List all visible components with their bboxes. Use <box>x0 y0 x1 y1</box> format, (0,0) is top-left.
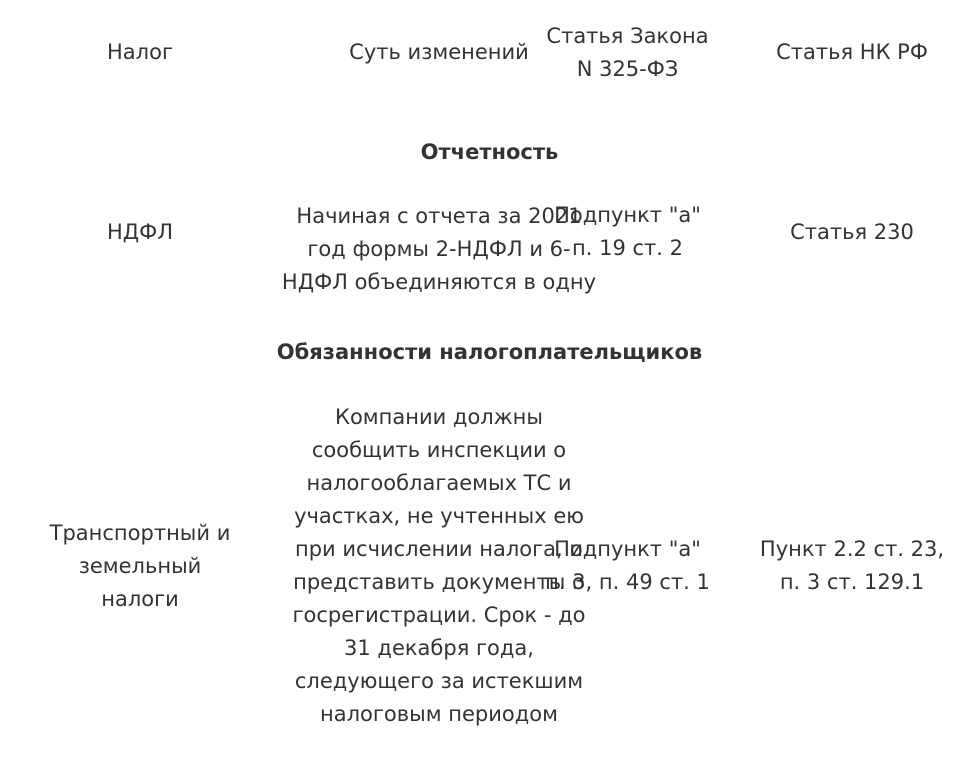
cell-tax: НДФЛ <box>106 219 174 244</box>
cell-tax-code-article: Статья 230 <box>790 219 914 244</box>
section-title-obligations: Обязанности налогоплательщиков <box>276 339 703 364</box>
cell-tax: Транспортный и земельный налоги <box>49 520 231 611</box>
table-header-row <box>0 0 979 117</box>
section-row <box>0 117 979 191</box>
section-row <box>0 319 979 385</box>
cell-law-article: Подпункт "а" п. 3, п. 49 ст. 1 <box>545 537 710 594</box>
table-row <box>0 191 979 319</box>
header-tax-code-article: Статья НК РФ <box>776 40 928 64</box>
cell-change: Начиная с отчета за 2021 год формы 2-НДФЛ и 6-НДФЛ объединяются в одну <box>281 203 597 294</box>
cell-law-article: Подпункт "а" п. 19 ст. 2 <box>554 203 701 260</box>
section-title-reporting: Отчетность <box>420 139 559 164</box>
cell-change: Компании должны сообщить инспекции о налогооблагаемых ТС и участках, не учтенных ею при исчислении налога, и представить документы о госрегистрации. Срок - до 31 декабря года, следующего за истекшим налоговым периодом <box>292 405 586 726</box>
cell-tax-code-article: Пункт 2.2 ст. 23, п. 3 ст. 129.1 <box>759 537 945 594</box>
table-row <box>0 385 979 747</box>
header-law-article: Статья Закона N 325-ФЗ <box>546 23 709 81</box>
header-change-essence: Суть изменений <box>349 40 529 64</box>
header-tax: Налог <box>107 40 173 64</box>
